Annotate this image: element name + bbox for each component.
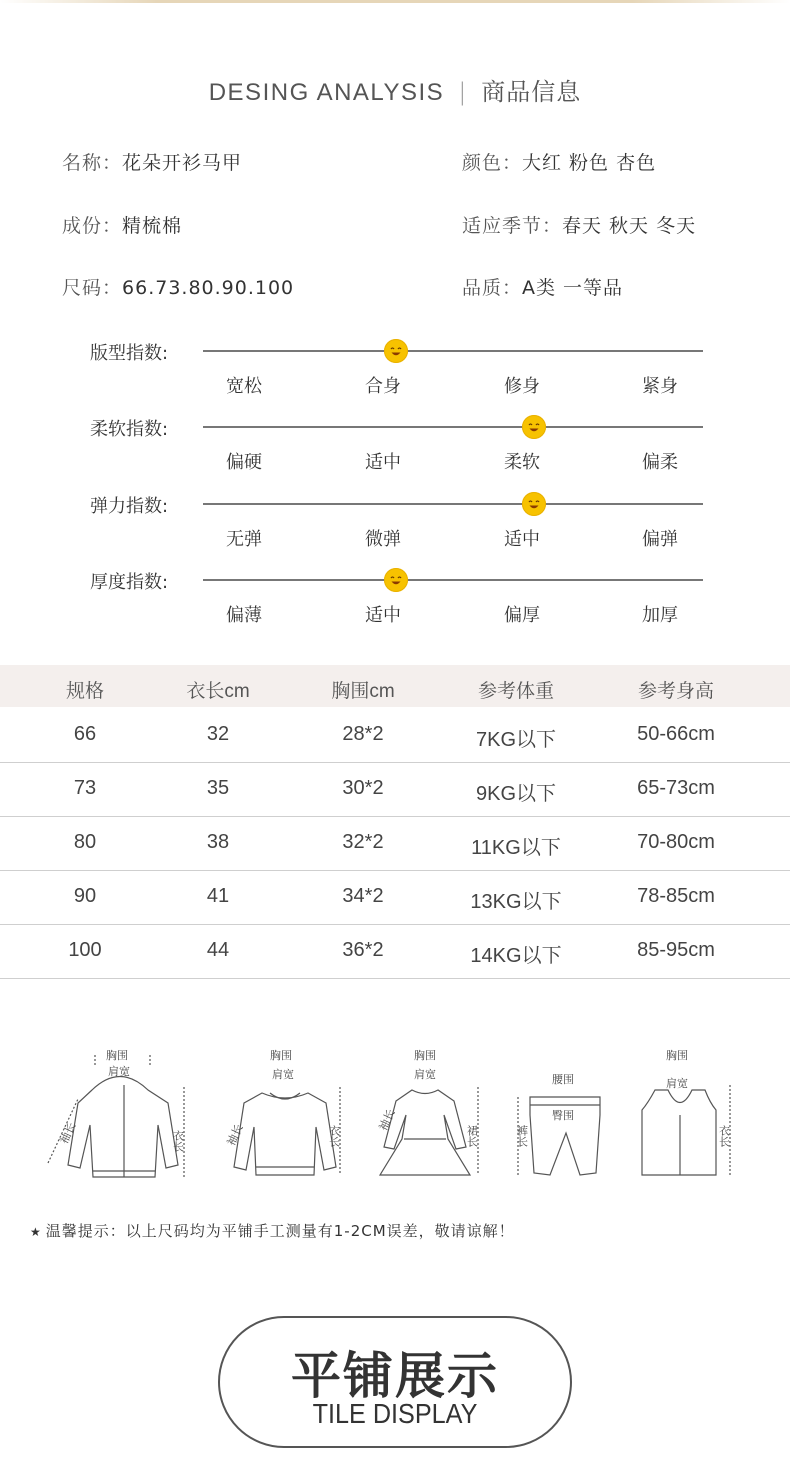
scale-option: 偏硬 <box>226 452 262 473</box>
scale-option: 适中 <box>365 605 401 626</box>
table-cell: 90 <box>73 885 97 907</box>
table-cell: 13KG以下 <box>470 891 562 913</box>
smiley-indicator-icon <box>522 415 546 439</box>
table-cell: 7KG以下 <box>475 729 557 751</box>
scale-option: 偏厚 <box>504 605 540 626</box>
info-value: A类 一等品 <box>522 277 624 299</box>
scale-option: 紧身 <box>642 376 678 397</box>
info-material <box>62 211 182 238</box>
label-length: 衣长 <box>717 1125 731 1147</box>
smiley-indicator-icon <box>384 568 408 592</box>
sweater-diagram <box>224 1048 341 1175</box>
hoodie-diagram <box>48 1048 185 1177</box>
header-chinese: 商品信息 <box>481 78 582 106</box>
scale-option: 偏柔 <box>642 452 678 473</box>
info-value: 大红 粉色 杏色 <box>522 152 657 174</box>
label-length: 裙长 <box>465 1125 479 1147</box>
table-cell: 30*2 <box>342 777 384 799</box>
table-cell: 34*2 <box>342 885 384 907</box>
label-hip: 臀围 <box>552 1109 574 1122</box>
info-size <box>62 273 294 300</box>
table-row <box>0 870 790 925</box>
label-length: 衣长 <box>327 1125 341 1147</box>
table-cell: 28*2 <box>342 723 384 745</box>
table-cell: 32*2 <box>342 831 384 853</box>
info-key: 名称： <box>62 152 123 174</box>
label-sleeve: 袖长 <box>57 1120 79 1146</box>
table-cell: 14KG以下 <box>470 945 562 967</box>
info-value: 66.73.80.90.100 <box>122 277 295 299</box>
label-shoulder: 肩宽 <box>108 1065 130 1078</box>
info-name <box>62 148 242 175</box>
label-shoulder: 肩宽 <box>666 1077 688 1090</box>
section-title-en: TILE DISPLAY <box>312 1398 478 1429</box>
label-length: 衣长 <box>171 1130 185 1152</box>
table-header-cell: 参考身高 <box>637 681 714 702</box>
label-chest: 胸围 <box>106 1049 128 1062</box>
scale-option: 加厚 <box>642 605 678 626</box>
scale-option: 适中 <box>504 529 540 550</box>
section-title-cn: 平铺展示 <box>291 1347 499 1405</box>
table-header-cell: 参考体重 <box>477 681 554 702</box>
tile-display-section-title <box>218 1316 572 1448</box>
scale-label: 柔软指数: <box>90 419 169 440</box>
info-color <box>462 148 656 175</box>
table-cell: 36*2 <box>342 939 384 961</box>
scale-option: 合身 <box>365 376 401 397</box>
info-key: 品质： <box>462 277 523 299</box>
table-cell: 9KG以下 <box>475 783 557 805</box>
info-key: 尺码： <box>62 277 123 299</box>
scale-track <box>203 350 703 352</box>
scale-option: 偏弹 <box>642 529 678 550</box>
scale-option: 宽松 <box>226 376 262 397</box>
scale-label: 厚度指数: <box>90 572 169 593</box>
measurement-diagrams <box>0 1035 790 1195</box>
table-cell: 70-80cm <box>637 831 715 853</box>
info-key: 成份： <box>62 215 123 237</box>
size-note <box>30 1220 515 1241</box>
dress-diagram <box>376 1048 479 1175</box>
label-chest: 胸围 <box>414 1049 436 1062</box>
info-value: 花朵开衫马甲 <box>122 152 243 174</box>
label-waist: 腰围 <box>552 1073 574 1086</box>
label-sleeve: 袖长 <box>376 1107 398 1133</box>
scale-track <box>203 579 703 581</box>
top-decor-line <box>0 0 790 3</box>
table-cell: 11KG以下 <box>471 837 561 859</box>
table-row <box>0 708 790 763</box>
table-cell: 78-85cm <box>637 885 715 907</box>
note-text: 温馨提示：以上尺码均为平铺手工测量有1-2CM误差，敬请谅解！ <box>45 1222 515 1240</box>
info-value: 春天 秋天 冬天 <box>562 215 697 237</box>
scale-option: 柔软 <box>504 452 540 473</box>
scale-option: 偏薄 <box>226 605 262 626</box>
scale-option: 修身 <box>504 376 540 397</box>
info-key: 颜色： <box>462 152 523 174</box>
table-cell: 85-95cm <box>637 939 715 961</box>
table-row <box>0 924 790 979</box>
section-header <box>0 72 790 107</box>
scale-option: 适中 <box>365 452 401 473</box>
table-row <box>0 816 790 871</box>
table-row <box>0 762 790 817</box>
vest-diagram <box>642 1048 731 1175</box>
info-value: 精梳棉 <box>122 215 183 237</box>
label-length: 裤长 <box>515 1125 529 1147</box>
smiley-indicator-icon <box>522 492 546 516</box>
table-cell: 65-73cm <box>637 777 715 799</box>
table-cell: 66 <box>73 723 97 745</box>
table-header-cell: 规格 <box>65 681 104 702</box>
smiley-indicator-icon <box>384 339 408 363</box>
scale-track <box>203 426 703 428</box>
label-chest: 胸围 <box>270 1049 292 1062</box>
scale-option: 无弹 <box>226 529 262 550</box>
star-icon: ★ <box>30 1225 42 1239</box>
table-cell: 32 <box>206 723 230 745</box>
label-shoulder: 肩宽 <box>414 1068 436 1081</box>
pants-diagram <box>516 1073 601 1175</box>
table-header-cell: 胸围cm <box>331 681 395 702</box>
header-separator: | <box>458 78 468 106</box>
scale-label: 版型指数: <box>90 343 169 364</box>
info-quality <box>462 273 623 300</box>
scale-track <box>203 503 703 505</box>
table-cell: 35 <box>206 777 230 799</box>
table-cell: 44 <box>206 939 230 961</box>
info-season <box>462 211 696 238</box>
table-cell: 38 <box>206 831 230 853</box>
label-sleeve: 袖长 <box>224 1122 246 1148</box>
info-key: 适应季节： <box>462 215 563 237</box>
header-english: DESING ANALYSIS <box>208 79 445 106</box>
table-cell: 50-66cm <box>637 723 715 745</box>
scale-label: 弹力指数: <box>90 496 169 517</box>
table-cell: 73 <box>73 777 97 799</box>
table-cell: 100 <box>68 939 102 961</box>
table-cell: 80 <box>73 831 97 853</box>
table-header-cell: 衣长cm <box>186 681 250 702</box>
table-cell: 41 <box>206 885 230 907</box>
label-chest: 胸围 <box>666 1049 688 1062</box>
scale-option: 微弹 <box>365 529 401 550</box>
size-table-header <box>0 665 790 707</box>
label-shoulder: 肩宽 <box>272 1068 294 1081</box>
